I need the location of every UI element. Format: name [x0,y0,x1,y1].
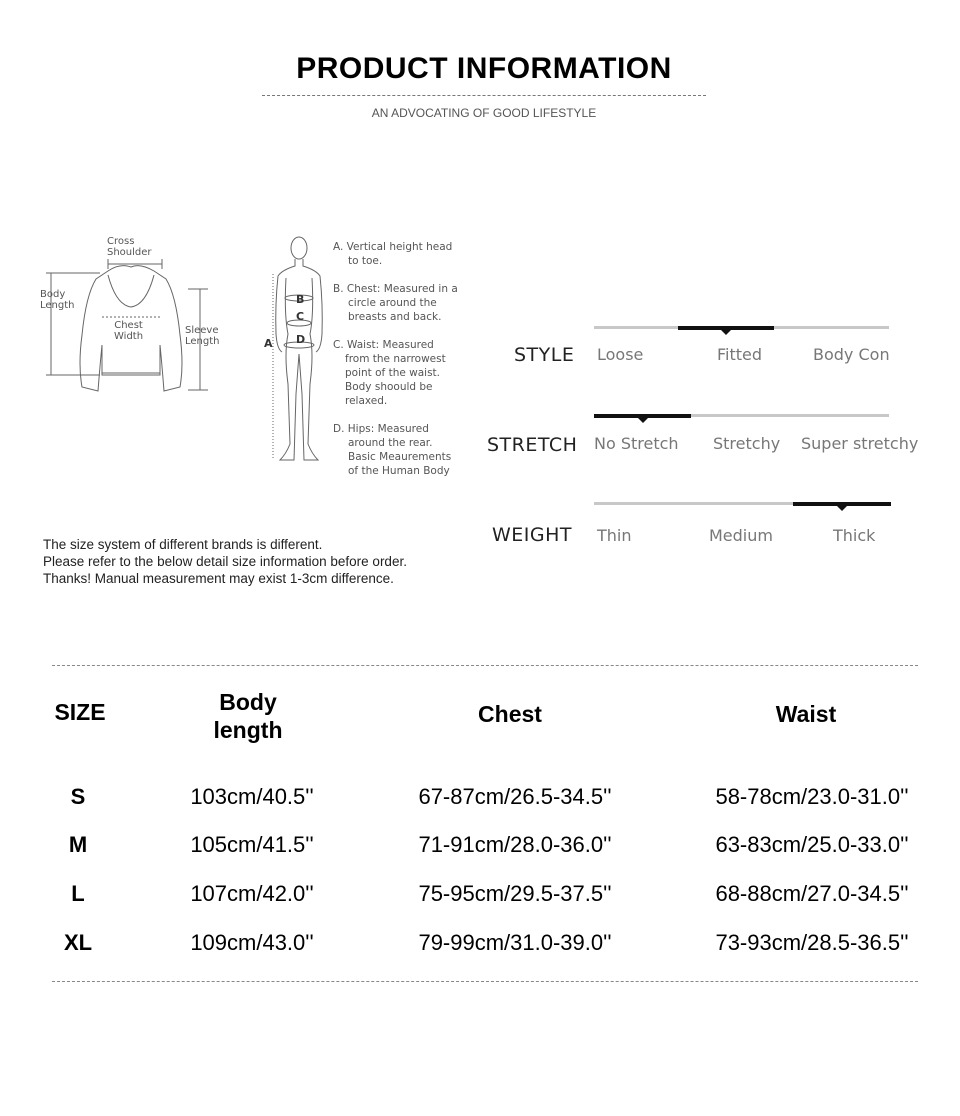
chest-width-label-line2: Width [114,331,144,342]
weight-option-thin: Thin [597,526,632,545]
body-length-label-line2: Length [40,300,75,311]
table-row-l-body-length: 107cm/42.0'' [190,881,314,906]
table-row-xl-body-length: 109cm/43.0'' [190,930,314,955]
body-note-d [333,422,451,478]
sleeve-length-label [185,325,220,347]
stretch-scale-title: STRETCH [487,434,578,456]
cross-shoulder-label-line2: Shoulder [107,247,152,258]
table-bottom-divider [52,981,918,982]
weight-option-medium: Medium [709,526,773,545]
weight-option-thick: Thick [833,526,876,545]
body-note-b-line2: circle around the [348,297,437,309]
size-column-header: SIZE [54,699,106,725]
table-row-xl-chest: 79-99cm/31.0-39.0'' [418,930,612,955]
weight-scale-title: WEIGHT [492,524,573,546]
size-disclaimer [43,536,407,587]
table-row-m-body-length: 105cm/41.5'' [190,832,314,857]
table-row-xl-size: XL [63,930,93,955]
table-row-s-body-length: 103cm/40.5'' [190,784,314,809]
human-body-illustration [272,234,328,466]
style-option-fitted: Fitted [717,345,763,364]
body-letter-b: B [296,293,305,306]
chest-width-label-line1: Chest [114,320,143,331]
body-length-header-line2: length [213,717,283,743]
body-note-c-line3: point of the waist. [345,367,441,379]
body-note-d-line3: Basic Meaurements [348,451,452,463]
table-top-divider [52,665,918,666]
body-note-c-line2: from the narrowest [345,353,446,365]
body-note-c-line5: relaxed. [345,395,388,407]
table-row-xl-waist: 73-93cm/28.5-36.5'' [715,930,909,955]
body-note-c-line1: C. Waist: Measured [333,339,434,351]
body-letter-a: A [264,337,273,350]
table-row-l-waist: 68-88cm/27.0-34.5'' [715,881,909,906]
body-note-d-line4: of the Human Body [348,465,450,477]
body-length-column-header [178,688,318,744]
table-row-s-waist: 58-78cm/23.0-31.0'' [715,784,909,809]
stretch-scale-marker [637,417,649,423]
body-note-b-line1: B. Chest: Measured in a [333,283,458,295]
cross-shoulder-label-line1: Cross [107,236,135,247]
disclaimer-line-3: Thanks! Manual measurement may exist 1-3cm difference. [43,571,394,586]
table-row-l-size: L [71,881,85,906]
disclaimer-line-1: The size system of different brands is different. [43,537,323,552]
body-length-header-line1: Body [219,689,277,715]
body-note-d-line1: D. Hips: Measured [333,423,429,435]
sleeve-length-label-line1: Sleeve [185,325,219,336]
body-note-a-line2: to toe. [348,255,383,267]
body-note-b-line3: breasts and back. [348,311,442,323]
body-length-label-line1: Body [40,289,66,300]
body-letter-c: C [296,310,305,323]
sleeve-length-label-line2: Length [185,336,220,347]
disclaimer-line-2: Please refer to the below detail size information before order. [43,554,407,569]
weight-scale-marker [836,505,848,511]
body-note-a-line1: A. Vertical height head [333,241,453,253]
page-title: PRODUCT INFORMATION [296,52,672,85]
page-subtitle: AN ADVOCATING OF GOOD LIFESTYLE [371,106,597,120]
table-row-m-size: M [68,832,88,857]
waist-column-header: Waist [775,701,837,727]
stretch-option-stretchy: Stretchy [713,434,781,453]
table-row-s-chest: 67-87cm/26.5-34.5'' [418,784,612,809]
table-row-m-chest: 71-91cm/28.0-36.0'' [418,832,612,857]
table-row-l-chest: 75-95cm/29.5-37.5'' [418,881,612,906]
stretch-option-super-stretchy: Super stretchy [801,434,919,453]
style-scale-title: STYLE [514,344,575,366]
cross-shoulder-label [107,236,152,258]
body-note-a [333,240,452,268]
body-letter-d: D [296,333,306,346]
table-row-m-waist: 63-83cm/25.0-33.0'' [715,832,909,857]
style-scale-marker [720,329,732,335]
body-length-label [40,289,75,311]
body-note-c [333,338,446,408]
style-option-loose: Loose [597,345,644,364]
table-row-s-size: S [70,784,86,809]
style-option-body-con: Body Con [813,345,890,364]
body-note-b [333,282,458,324]
chest-column-header: Chest [478,701,542,727]
title-divider [262,95,706,96]
body-note-d-line2: around the rear. [348,437,433,449]
chest-width-label [114,320,143,342]
sweater-diagram-illustration [40,235,220,400]
stretch-option-no-stretch: No Stretch [594,434,679,453]
body-note-c-line4: Body shoould be [345,381,433,393]
